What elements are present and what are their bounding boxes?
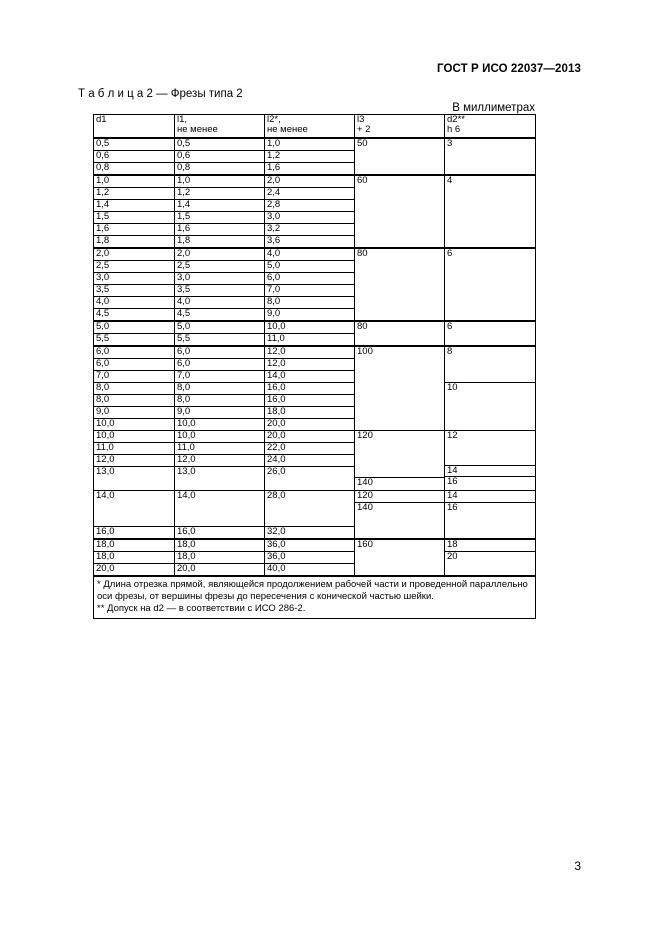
d1-cell: 1,4: [94, 200, 175, 212]
l2-cell: 3,0: [265, 212, 355, 224]
l2-cell: 4,0: [265, 248, 355, 261]
l2-cell: 14,0: [265, 371, 355, 383]
d1-cell: 5,5: [94, 334, 175, 347]
l2-cell: 3,2: [265, 224, 355, 236]
column-header-line1: d1: [96, 114, 107, 125]
l3-cell: [355, 248, 445, 321]
l1-cell: 0,5: [175, 138, 265, 151]
table-row: [94, 321, 536, 334]
d1-cell: 1,2: [94, 188, 175, 200]
l1-cell: 5,0: [175, 321, 265, 334]
l2-cell: 2,4: [265, 188, 355, 200]
d2-cell: [445, 552, 536, 577]
column-header-line1: l1,: [177, 114, 188, 125]
table-row: [94, 346, 536, 359]
l3-cell-value: 50: [357, 138, 368, 149]
d2-cell-value: 20: [447, 551, 458, 562]
d1-cell: 8,0: [94, 383, 175, 395]
d1-cell: 6,0: [94, 346, 175, 359]
d2-cell-value: 6: [447, 248, 453, 259]
d1-cell: 3,0: [94, 273, 175, 285]
d2-cell-value: 4: [447, 175, 453, 186]
l1-cell: 16,0: [175, 527, 265, 540]
d2-cell: [445, 383, 536, 431]
column-header-line2: h 6: [447, 124, 461, 135]
l2-cell: 9,0: [265, 309, 355, 322]
l1-cell: 0,6: [175, 151, 265, 163]
l2-cell: 16,0: [265, 383, 355, 395]
l2-cell: 1,2: [265, 151, 355, 163]
l3-cell-value: 160: [357, 539, 373, 550]
d1-cell: 5,0: [94, 321, 175, 334]
notes-row: [94, 576, 536, 619]
d1-cell: 1,8: [94, 236, 175, 249]
units-label: В миллиметрах: [452, 102, 535, 114]
column-header-line2: + 2: [357, 124, 371, 135]
d1-cell: 0,8: [94, 163, 175, 176]
l2-cell: 32,0: [265, 527, 355, 540]
l3-cell-value: 120: [355, 491, 444, 503]
l1-cell: 0,8: [175, 163, 265, 176]
l1-cell: 7,0: [175, 371, 265, 383]
l1-cell: 9,0: [175, 407, 265, 419]
l1-cell: 1,5: [175, 212, 265, 224]
l2-cell: 7,0: [265, 285, 355, 297]
standard-code: ГОСТ Р ИСО 22037—2013: [436, 63, 581, 75]
column-header-line1: l3: [357, 114, 365, 125]
d1-cell: 4,0: [94, 297, 175, 309]
l1-cell: 4,5: [175, 309, 265, 322]
d1-cell: 1,5: [94, 212, 175, 224]
d1-cell: 13,0: [94, 467, 175, 491]
table-row: [94, 491, 536, 527]
l1-cell: 3,5: [175, 285, 265, 297]
footnote: ** Допуск на d2 — в соответствии с ИСО 286-2.: [97, 603, 306, 614]
d1-cell: 18,0: [94, 552, 175, 564]
l2-cell: 3,6: [265, 236, 355, 249]
l1-cell: 11,0: [175, 443, 265, 455]
d1-cell: 18,0: [94, 539, 175, 552]
l1-cell: 5,5: [175, 334, 265, 347]
footnote: * Длина отрезка прямой, являющейся продолжением рабочей части и проведенной параллельно оси фрезы, от вершины фрезы до пересечения с конической частью шейки.: [97, 579, 528, 602]
table-row: [94, 383, 536, 395]
l1-cell: 4,0: [175, 297, 265, 309]
table-row: [94, 175, 536, 188]
d1-cell: 7,0: [94, 371, 175, 383]
l3-cell: [355, 346, 445, 431]
d2-cell: [445, 539, 536, 552]
l3-cell-value: 60: [357, 175, 368, 186]
d1-cell: 1,6: [94, 224, 175, 236]
d1-cell: 12,0: [94, 455, 175, 467]
l3-cell-value: 140: [357, 502, 373, 513]
column-header-line1: l2*,: [267, 114, 281, 125]
d1-cell: 20,0: [94, 564, 175, 577]
d1-cell: 0,6: [94, 151, 175, 163]
l1-cell: 6,0: [175, 346, 265, 359]
l2-cell: 40,0: [265, 564, 355, 577]
l1-cell: 13,0: [175, 467, 265, 491]
l2-cell: 22,0: [265, 443, 355, 455]
l3-cell-value: 80: [357, 321, 368, 332]
table-caption: Т а б л и ц а 2 — Фрезы типа 2: [78, 88, 243, 100]
d2-cell: [445, 321, 536, 346]
l2-cell: 1,6: [265, 163, 355, 176]
l3-cell: [355, 321, 445, 346]
d2-cell-value: 14: [445, 491, 535, 503]
column-header: [265, 115, 355, 139]
l3-cell-value: 80: [357, 248, 368, 259]
d2-cell-value: 16: [447, 502, 458, 513]
d1-cell: 4,5: [94, 309, 175, 322]
d1-cell: 3,5: [94, 285, 175, 297]
d1-cell: 16,0: [94, 527, 175, 540]
d1-cell: 11,0: [94, 443, 175, 455]
l1-cell: 14,0: [175, 491, 265, 527]
d2-cell-value: 6: [447, 321, 453, 332]
column-header-line2: не менее: [177, 124, 218, 135]
d2-cell-value: 3: [447, 138, 453, 149]
l1-cell: 2,0: [175, 248, 265, 261]
l1-cell: 18,0: [175, 539, 265, 552]
d2-cell-value: 8: [447, 346, 453, 357]
l1-cell: 20,0: [175, 564, 265, 577]
l1-cell: 10,0: [175, 431, 265, 443]
l2-cell: 2,8: [265, 200, 355, 212]
page-number: 3: [574, 859, 581, 873]
d2-cell: [445, 138, 536, 175]
l2-cell: 12,0: [265, 346, 355, 359]
l3-cell-value: 100: [357, 346, 373, 357]
d2-cell: [445, 175, 536, 248]
l2-cell: 8,0: [265, 297, 355, 309]
l1-cell: 2,5: [175, 261, 265, 273]
l3-cell: [355, 539, 445, 576]
l1-cell: 1,2: [175, 188, 265, 200]
l2-cell: 16,0: [265, 395, 355, 407]
column-header-line1: d2**: [447, 114, 465, 125]
l2-cell: 24,0: [265, 455, 355, 467]
l2-cell: 26,0: [265, 467, 355, 491]
table-row: [94, 248, 536, 261]
l1-cell: 3,0: [175, 273, 265, 285]
d2-cell: [445, 431, 536, 491]
d1-cell: 10,0: [94, 419, 175, 431]
column-header: [94, 115, 175, 139]
l1-cell: 1,8: [175, 236, 265, 249]
l1-cell: 1,4: [175, 200, 265, 212]
d2-cell: [445, 248, 536, 321]
l3-cell: [355, 431, 445, 491]
d1-cell: 1,0: [94, 175, 175, 188]
d1-cell: 14,0: [94, 491, 175, 527]
l2-cell: 10,0: [265, 321, 355, 334]
header-row: [94, 115, 536, 139]
table-row: [94, 552, 536, 564]
d2-cell-value: 10: [447, 382, 458, 393]
d1-cell: 8,0: [94, 395, 175, 407]
l3-cell-value: 120: [355, 431, 444, 478]
l3-cell: [355, 491, 445, 540]
l1-cell: 1,0: [175, 175, 265, 188]
l1-cell: 18,0: [175, 552, 265, 564]
l2-cell: 6,0: [265, 273, 355, 285]
d1-cell: 0,5: [94, 138, 175, 151]
l2-cell: 18,0: [265, 407, 355, 419]
l1-cell: 1,6: [175, 224, 265, 236]
d1-cell: 9,0: [94, 407, 175, 419]
d2-cell-value: 14: [445, 466, 535, 477]
column-header: [445, 115, 536, 139]
table-row: [94, 431, 536, 443]
table-notes: [94, 576, 536, 619]
column-header-line2: не менее: [267, 124, 308, 135]
d2-cell: [445, 491, 536, 540]
spec-table: [93, 114, 536, 619]
column-header: [355, 115, 445, 139]
l2-cell: 12,0: [265, 359, 355, 371]
l1-cell: 12,0: [175, 455, 265, 467]
l2-cell: 28,0: [265, 491, 355, 527]
l2-cell: 11,0: [265, 334, 355, 347]
l1-cell: 8,0: [175, 395, 265, 407]
d2-cell-value: 12: [445, 431, 535, 466]
l1-cell: 8,0: [175, 383, 265, 395]
d1-cell: 6,0: [94, 359, 175, 371]
l2-cell: 1,0: [265, 138, 355, 151]
l2-cell: 20,0: [265, 431, 355, 443]
l3-cell: [355, 175, 445, 248]
table-row: [94, 138, 536, 151]
l1-cell: 6,0: [175, 359, 265, 371]
d2-cell-value: 16: [447, 476, 458, 487]
d2-cell: [445, 346, 536, 383]
d2-cell-value: 18: [447, 539, 458, 550]
l2-cell: 36,0: [265, 539, 355, 552]
d1-cell: 10,0: [94, 431, 175, 443]
l3-cell: [355, 138, 445, 175]
d1-cell: 2,5: [94, 261, 175, 273]
l2-cell: 36,0: [265, 552, 355, 564]
l2-cell: 20,0: [265, 419, 355, 431]
column-header: [175, 115, 265, 139]
l2-cell: 5,0: [265, 261, 355, 273]
l1-cell: 10,0: [175, 419, 265, 431]
table-row: [94, 539, 536, 552]
l2-cell: 2,0: [265, 175, 355, 188]
l3-cell-value: 140: [357, 477, 373, 488]
d1-cell: 2,0: [94, 248, 175, 261]
